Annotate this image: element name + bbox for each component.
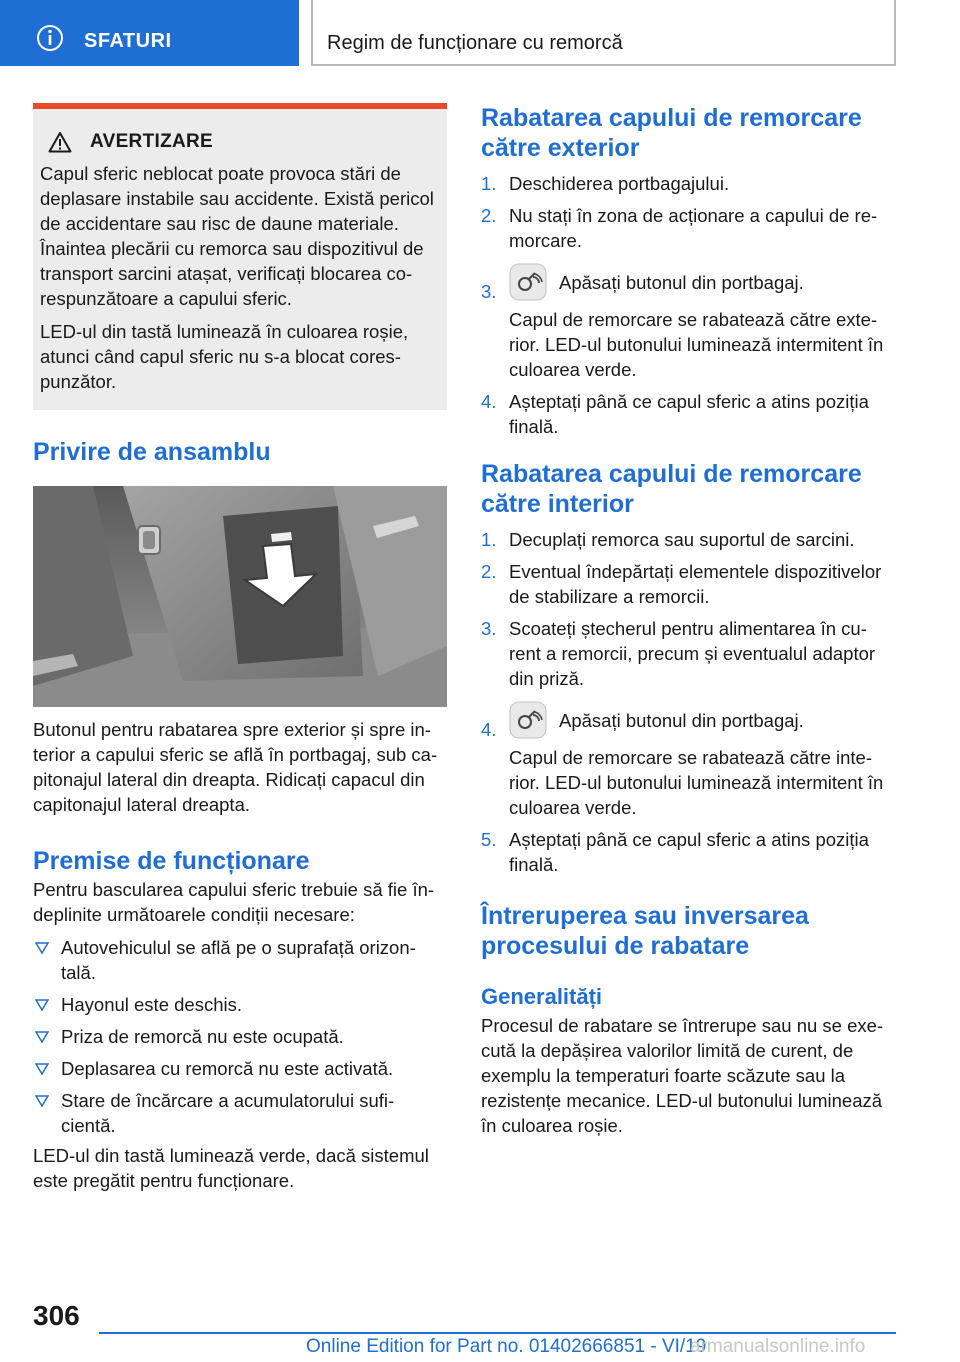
step-item: 2. Nu stați în zona de acționare a capului de re-morcare.: [481, 205, 878, 251]
triangle-bullet-icon: [35, 1063, 49, 1075]
triangle-bullet-icon: [35, 1095, 49, 1107]
warning-title: AVERTIZARE: [90, 131, 213, 152]
list-item: Stare de încărcare a acumulatorului sufi-cientă.: [33, 1088, 447, 1138]
footer-divider: [99, 1332, 896, 1334]
step-number: 4.: [481, 391, 497, 412]
list-item: Deplasarea cu remorcă nu este activată.: [33, 1056, 447, 1081]
step-item: 1. Deschiderea portbagajului.: [481, 173, 730, 194]
prereq-list: [33, 935, 447, 1138]
right-column: [481, 103, 897, 1138]
list-item: Priza de remorcă nu este ocupată.: [33, 1024, 447, 1049]
step-number: 2.: [481, 561, 497, 582]
step-item: 2. Eventual îndepărtați elementele dispozitivelor de stabilizare a remorcii.: [481, 561, 882, 607]
overview-caption: Butonul pentru rabatarea spre exterior și spre in-terior a capului sferic se află în portbagaj, sub ca-pitonajul lateral din dreapta. Ridicați capacul din capitonajul lateral dreapta.: [33, 719, 438, 815]
trunk-photo: [33, 486, 447, 707]
interrupt-text: Procesul de rabatare se întrerupe sau nu se exe-cută la depășirea valorilor limită de curent, de exemplu la temperaturi foarte scăzute sau la rezistențe mecanice. LED-ul butonului luminează în culoarea roșie.: [481, 1015, 884, 1136]
header-tab-sfaturi[interactable]: [0, 0, 299, 66]
step-number: 3.: [481, 281, 497, 302]
warning-triangle-icon: [48, 131, 72, 153]
step-number: 3.: [481, 618, 497, 639]
list-item: Hayonul este deschis.: [33, 992, 447, 1017]
step-number: 1.: [481, 173, 497, 194]
tab-label: SFATURI: [84, 30, 172, 52]
step-item: 5. Așteptați până ce capul sferic a atins poziția finală.: [481, 829, 869, 875]
step-subtext: Capul de remorcare se rabatează către exte-rior. LED-ul butonului luminează intermitent în culoarea verde.: [509, 309, 884, 380]
overview-heading: Privire de ansamblu: [33, 438, 271, 466]
step-item: 4. Așteptați până ce capul sferic a atins poziția finală.: [481, 391, 869, 437]
triangle-bullet-icon: [35, 1031, 49, 1043]
interrupt-heading: Întreruperea sau inversarea procesului de rabatare: [481, 902, 809, 960]
step-number: 5.: [481, 829, 497, 850]
step-subtext: Capul de remorcare se rabatează către inte-rior. LED-ul butonului luminează intermitent în culoarea verde.: [509, 747, 884, 818]
swing-out-heading: Rabatarea capului de remorcare către exterior: [481, 104, 862, 162]
step-item: 1. Decuplați remorca sau suportul de sarcini.: [481, 529, 855, 550]
info-icon: [36, 24, 64, 52]
tow-hitch-button-icon: [509, 263, 547, 301]
swing-out-steps: [481, 171, 897, 439]
triangle-bullet-icon: [35, 942, 49, 954]
prereq-intro: Pentru bascularea capului sferic trebuie să fie în-deplinite următoarele condiții necesare:: [33, 879, 435, 925]
step-item: 3. Scoateți ștecherul pentru alimentarea în cu-rent a remorcii, precum și eventualul adaptor din priză.: [481, 618, 876, 689]
section-title-box: [311, 0, 896, 66]
warning-header: [40, 131, 439, 153]
page-number: 306: [33, 1300, 80, 1331]
list-item: Autovehiculul se află pe o suprafață orizon-tală.: [33, 935, 447, 985]
warning-paragraph: LED-ul din tastă luminează în culoarea roșie, atunci când capul sferic nu s-a blocat cores-punzător.: [40, 321, 409, 392]
step-item: 4. Apăsați butonul din portbagaj. Capul de remorcare se rabatează către inte-rior. LED-ul butonului luminează intermitent în culoarea verde.: [481, 701, 897, 820]
left-column: [33, 103, 447, 1193]
section-title: Regim de funcționare cu remorcă: [327, 32, 623, 54]
step-item: 3. Apăsați butonul din portbagaj. Capul de remorcare se rabatează către exte-rior. LED-ul butonului luminează intermitent în culoarea verde.: [481, 263, 897, 382]
step-number: 1.: [481, 529, 497, 550]
tow-hitch-button-icon: [509, 701, 547, 739]
swing-in-steps: [481, 527, 897, 877]
footer-edition: Online Edition for Part no. 01402666851 - VI/19: [306, 1336, 707, 1357]
swing-in-heading: Rabatarea capului de remorcare către interior: [481, 460, 862, 518]
prereq-outro: LED-ul din tastă luminează verde, dacă sistemul este pregătit pentru funcționare.: [33, 1145, 429, 1191]
step-number: 2.: [481, 205, 497, 226]
warning-paragraph: Capul sferic neblocat poate provoca stări de deplasare instabile sau accidente. Există pericol de accidentare sau risc de daune materiale. Înaintea plecării cu remorca sau dispozitivul de transport sarcini atașat, verificați blocarea co-respunzătoare a capului sferic.: [40, 163, 434, 309]
watermark: armanualsonline.info: [690, 1336, 866, 1357]
interrupt-subheading: Generalități: [481, 984, 603, 1009]
warning-box: [33, 103, 447, 410]
triangle-bullet-icon: [35, 999, 49, 1011]
prereq-heading: Premise de funcționare: [33, 847, 310, 875]
step-number: 4.: [481, 719, 497, 740]
